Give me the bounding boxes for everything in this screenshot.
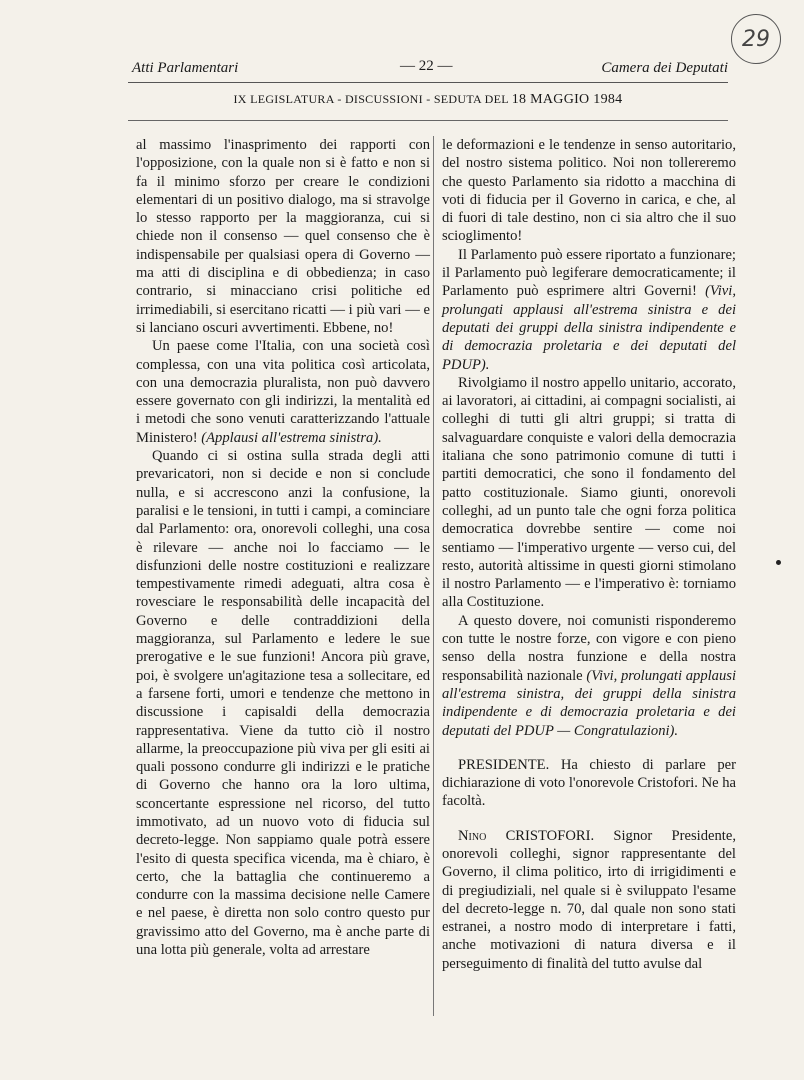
header-rule: [128, 82, 728, 83]
speaker-first-name: Nino: [458, 827, 487, 844]
header-left: Atti Parlamentari: [132, 60, 239, 76]
paragraph: [442, 246, 736, 374]
right-column: [442, 136, 736, 973]
paragraph: Rivolgiamo il nostro appello unitario, accorato, ai lavoratori, ai cittadini, ai compagni socialisti, ai colleghi di tutti gli altri gruppi; si tratta di salvaguardare conquiste e valori della democrazia italiana che sono patrimonio comune di tutti i partiti democratici, che sono il fondamento del patto costituzionale. Siamo giunti, onorevoli colleghi, ad un punto tale che ogni forza politica democratica dovrebbe sentire — come noi sentiamo — l'imperativo urgente — verso cui, del resto, autorità altissime in questi giorni stimolano il nostro Parlamento — e l'imperativo è: torniamo alla Costituzione.: [442, 374, 736, 611]
paragraph-text: A questo dovere, noi comunisti risponderemo con tutte le nostre forze, con vigore e con pieno senso della nostra funzione e della nostra responsabilità nazionale: [442, 612, 736, 684]
session-prefix: IX LEGISLATURA - DISCUSSIONI - SEDUTA DEL: [233, 92, 509, 106]
session-line: [128, 92, 728, 108]
header-right: Camera dei Deputati: [601, 60, 728, 76]
paragraph-text: Un paese come l'Italia, con una società così complessa, con una vita politica così articolata, con una democrazia pluralista, non può davvero essere governato con gli indirizzi, la mentalità ed i metodi che sono venuti caratterizzando l'attuale Ministero!: [136, 338, 430, 446]
president-paragraph: [442, 756, 736, 811]
handwritten-page-number: 29: [731, 14, 781, 64]
speaker-name: CRISTOFORI.: [505, 827, 595, 844]
left-column: [136, 136, 430, 959]
speech-text: Ha chiesto di parlare per dichiarazione di voto l'onorevole Cristofori. Ne ha facoltà.: [442, 756, 737, 810]
paragraph: [442, 612, 736, 740]
applause-note: (Vivi, prolungati applausi all'estrema sinistra e dei deputati dei gruppi della sinistra indipendente e di democrazia proletaria e dei deputati del PDUP).: [442, 283, 736, 373]
paragraph: Quando ci si ostina sulla strada degli atti prevaricatori, non si decide e non si conclude nulla, e si accrescono anzi la confusione, la paralisi e le tensioni, in tutti i campi, a cominciare dal Parlamento: ora, onorevoli colleghi, una cosa è rilevare — anche noi lo facciamo — le disfunzioni delle nostre costituzioni e realizzare tempestivamente rimedi adeguati, altra cosa è rovesciare le responsabilità delle incapacità del Governo e delle contraddizioni della maggioranza, sul Parlamento e ledere le sue prerogative e le sue funzioni! Ancora più grave, poi, è svolgere un'agitazione tesa a sollecitare, ed a farsene forti, umori e tendenze che mettono in discussione i capisaldi della democrazia rappresentativa. Viene da tutto ciò il nostro allarme, la preoccupazione più viva per gli esiti ai quali possono condurre gli indirizzi e le pratiche di Governo che hanno ora la loro ultima, sconcertante espressione nel ricorso, del tutto immotivato, ad un nuovo voto di fiducia sul decreto-legge. Non sappiamo quale potrà essere l'esito di questa specifica vicenda, ma è chiaro, è certo, che la battaglia che continueremo a condurre con la massima decisione nelle Camere e nel paese, è diretta non solo contro questo pur gravissimo atto del Governo, ma è anche parte di una lotta più generale, volta ad arrestare: [136, 448, 430, 959]
speech-text: Signor Presidente, onorevoli colleghi, signor rappresentante del Governo, il clima politico, irto di irrigidimenti e di pregiudiziali, nel quale si è sviluppato l'esame del decreto-legge n. 70, dal quale non sono stati estranei, a nostro modo di interpretare i fatti, anche motivazioni di natura diversa e il perseguimento di finalità del tutto avulse dal: [442, 827, 736, 972]
cristofori-paragraph: [442, 827, 736, 973]
paragraph: le deformazioni e le tendenze in senso autoritario, del nostro sistema politico. Noi non tollereremo che questo Parlamento sia ridotto a macchina di voti di fiducia per il Governo in carica, e che, al di fuori di tale destino, non ci sia altro che il suo scioglimento!: [442, 137, 736, 245]
subheader-rule: [128, 120, 728, 121]
applause-note: (Vivi, prolungati applausi all'estrema sinistra, dei gruppi della sinistra indipendente e di democrazia proletaria e dei deputati del PDUP — Congratulazioni).: [442, 667, 736, 739]
session-date: 18 MAGGIO 1984: [511, 92, 623, 107]
paragraph-text: Il Parlamento può essere riportato a funzionare; il Parlamento può legiferare democraticamente; il Parlamento può esprimere altri Governi!: [442, 246, 736, 300]
page-number: — 22 —: [400, 58, 453, 74]
margin-dot: [776, 560, 781, 565]
paragraph: [136, 337, 430, 447]
paragraph: al massimo l'inasprimento dei rapporti con l'opposizione, con la quale non si è fatto e non si fa il minimo sforzo per creare le condizioni elementari di un positivo dialogo, ma si stravolge lo stesso rapporto per la maggioranza, cui si chiede non il consenso — quel consenso che è indispensabile per qualsiasi opera di Governo — ma atti di disciplina e di obbedienza; in caso contrario, si minacciano crisi politiche ed irrimediabili, si esercitano ricatti — i più vari — e si lanciano oscuri avvertimenti. Ebbene, no!: [136, 137, 430, 336]
running-header: [132, 58, 728, 80]
applause-note: (Applausi all'estrema sinistra).: [201, 429, 382, 446]
speaker-name: PRESIDENTE.: [458, 756, 550, 773]
column-divider: [433, 136, 434, 1016]
